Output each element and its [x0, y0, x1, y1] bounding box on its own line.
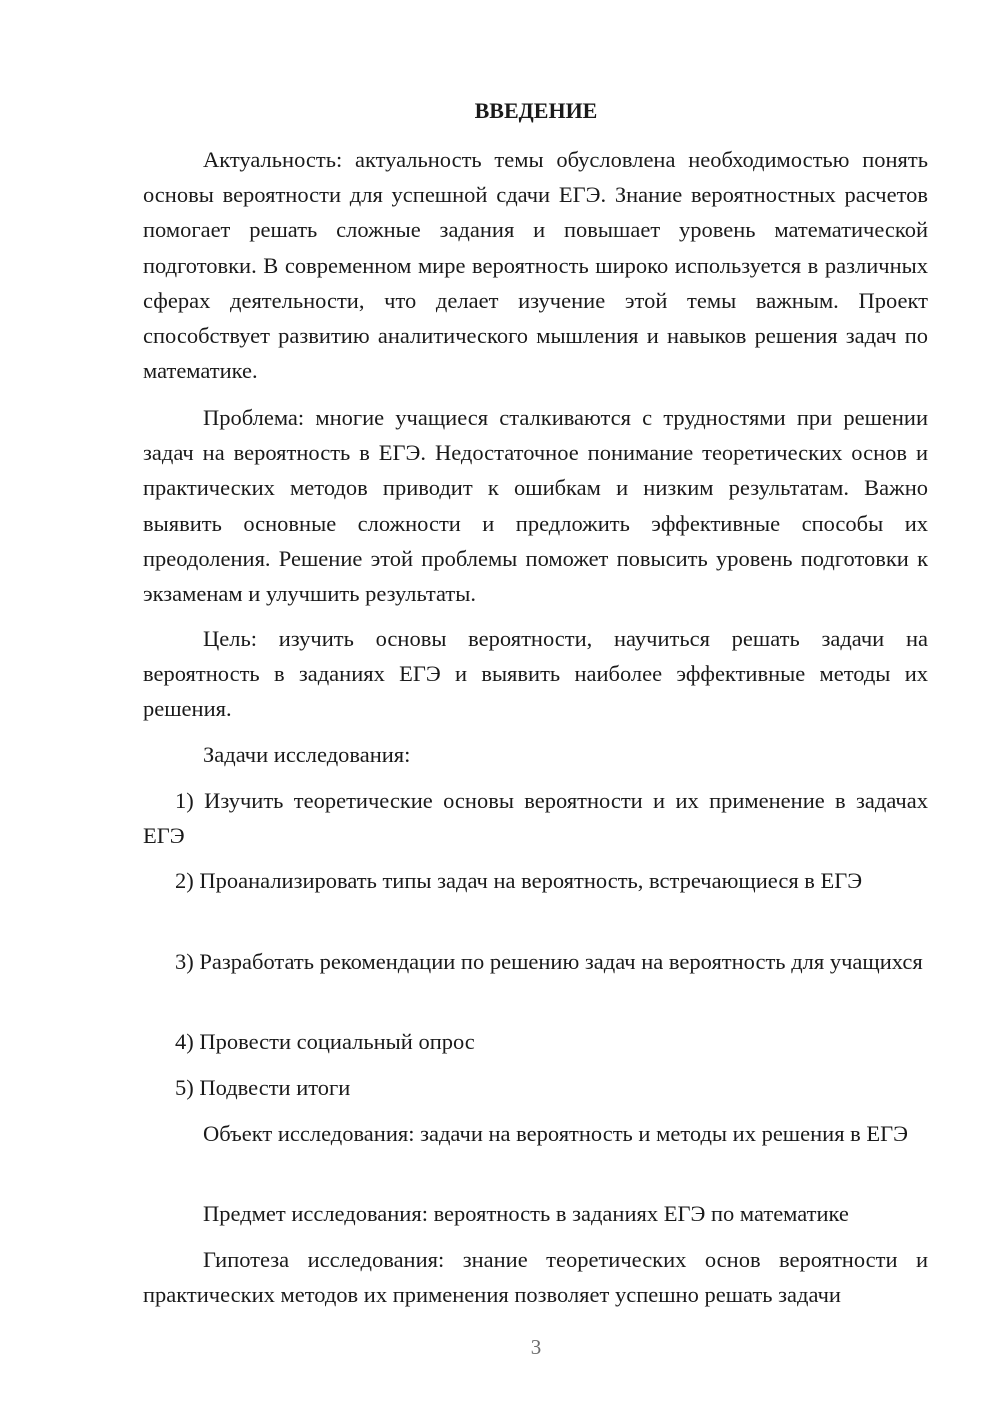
- list-item-task-4: 4) Провести социальный опрос: [175, 1029, 475, 1054]
- paragraph-relevance: Актуальность: актуальность темы обусловлена необходимостью понять основы вероятности для успешной сдачи ЕГЭ. Знание вероятностных расчетов помогает решать сложные задания и повышает уровень математической подготовки. В современном мире вероятность широко используется в различных сферах деятельности, что делает изучение этой темы важным. Проект способствует развитию аналитического мышления и навыков решения задач по математике.: [143, 147, 928, 384]
- paragraph-tasks-heading: Задачи исследования:: [203, 742, 411, 767]
- list-item-task-5: 5) Подвести итоги: [175, 1075, 351, 1100]
- paragraph-subject: Предмет исследования: вероятность в заданиях ЕГЭ по математике: [203, 1201, 849, 1226]
- page-number: 3: [530, 1335, 542, 1359]
- list-item-task-3: 3) Разработать рекомендации по решению задач на вероятность для учащихся: [175, 949, 923, 974]
- paragraph-goal: Цель: изучить основы вероятности, научиться решать задачи на вероятность в заданиях ЕГЭ и выявить наиболее эффективные методы их решения.: [143, 626, 928, 722]
- list-item-task-1: 1) Изучить теоретические основы вероятности и их применение в задачах ЕГЭ: [143, 788, 928, 849]
- list-item-task-2: 2) Проанализировать типы задач на вероятность, встречающиеся в ЕГЭ: [175, 868, 863, 893]
- paragraph-hypothesis: Гипотеза исследования: знание теоретических основ вероятности и практических методов их применения позволяет успешно решать задачи: [143, 1247, 928, 1308]
- paragraph-problem: Проблема: многие учащиеся сталкиваются с трудностями при решении задач на вероятность в ЕГЭ. Недостаточное понимание теоретических основ и практических методов приводит к ошибкам и низким результатам. Важно выявить основные сложности и предложить эффективные способы их преодоления. Решение этой проблемы поможет повысить уровень подготовки к экзаменам и улучшить результаты.: [143, 405, 928, 607]
- page-title: ВВЕДЕНИЕ: [474, 98, 598, 123]
- paragraph-object: Объект исследования: задачи на вероятность и методы их решения в ЕГЭ: [203, 1121, 909, 1146]
